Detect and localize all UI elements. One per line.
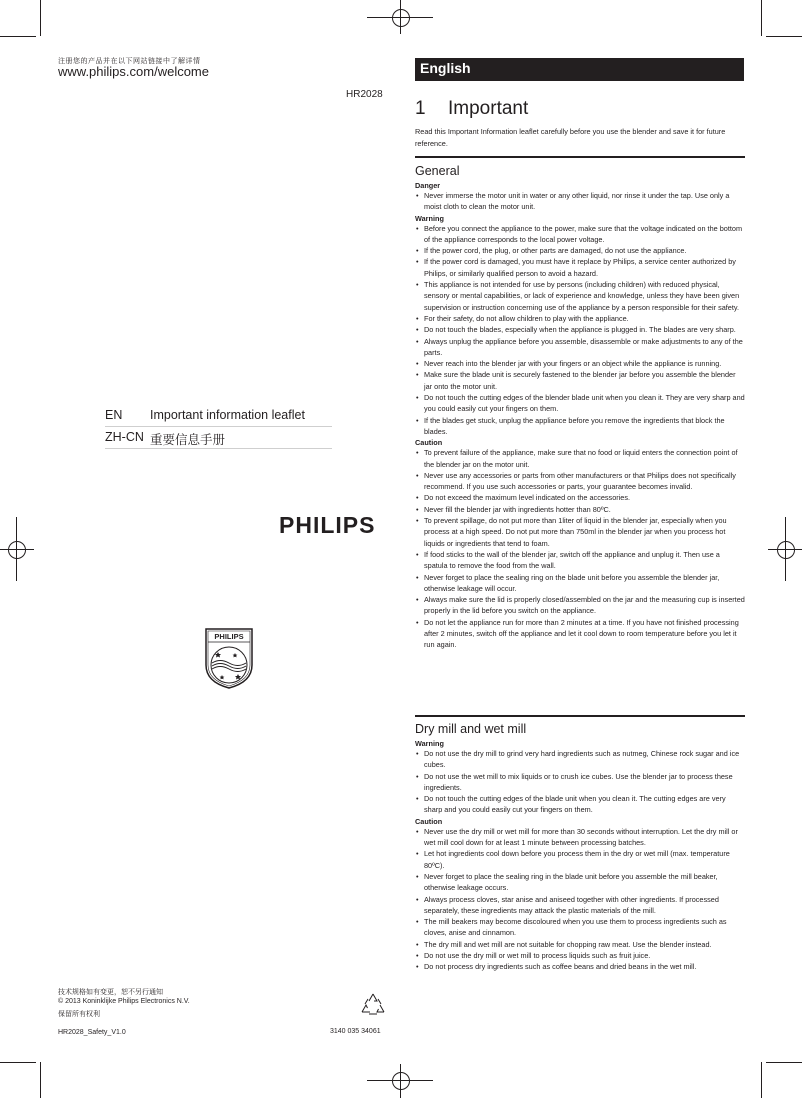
list-item: • To prevent failure of the appliance, make sure that no food or liquid enters the connection point of the blender jar on the motor unit. — [415, 447, 745, 470]
warning-label: Warning — [415, 213, 444, 223]
mill-warning-list — [415, 748, 745, 816]
language-label: English — [420, 60, 471, 76]
list-item: • Always make sure the lid is properly closed/assembled on the jar and the measuring cup is inserted properly in the lid before you switch on the appliance. — [415, 594, 745, 617]
list-item: • Always unplug the appliance before you assemble, disassemble or make adjustments to any of the parts. — [415, 336, 745, 359]
list-item: • Never immerse the motor unit in water or any other liquid, nor rinse it under the tap. Use only a moist cloth to clean the motor unit. — [415, 190, 745, 213]
caution-label: Caution — [415, 816, 443, 826]
caution-list — [415, 447, 745, 650]
list-item: • Let hot ingredients cool down before you process them in the dry or wet mill (max. temperature 80ºC). — [415, 848, 745, 871]
language-code: EN — [105, 408, 123, 422]
language-title: Important information leaflet — [150, 408, 305, 422]
language-code: ZH-CN — [105, 430, 144, 444]
list-item: • Do not use the wet mill to mix liquids or to crush ice cubes. Use the blender jar to process these ingredients. — [415, 771, 745, 794]
welcome-url[interactable]: www.philips.com/welcome — [58, 64, 209, 79]
warning-label: Warning — [415, 739, 444, 748]
list-item: • Do not let the appliance run for more than 2 minutes at a time. If you have not finished processing after 2 minutes, switch off the appliance and let it cool down to room temperature before you let it run again. — [415, 617, 745, 651]
shield-text: PHILIPS — [214, 632, 244, 641]
warning-list — [415, 223, 745, 438]
language-bar — [415, 58, 744, 81]
list-item: • Do not use the dry mill to grind very hard ingredients such as nutmeg, Chinese rock sugar and ice cubes. — [415, 748, 745, 771]
cn-welcome-text: 注册您的产品并在以下网站链接中了解详情 — [58, 58, 201, 65]
list-item: • Before you connect the appliance to the power, make sure that the voltage indicated on the bottom of the appliance corresponds to the local power voltage. — [415, 223, 745, 246]
list-item: • The mill beakers may become discoloured when you use them to process ingredients such as cloves, anise and cinnamon. — [415, 916, 745, 939]
list-item: • The dry mill and wet mill are not suitable for chopping raw meat. Use the blender instead. — [415, 939, 745, 950]
general-section — [415, 164, 745, 651]
danger-label: Danger — [415, 181, 441, 190]
list-item: • If the blades get stuck, unplug the appliance before you remove the ingredients that block the blades. — [415, 415, 745, 438]
list-item: • Do not process dry ingredients such as coffee beans and dried beans in the wet mill. — [415, 961, 745, 972]
list-item: • Do not touch the blades, especially when the appliance is plugged in. The blades are very sharp. — [415, 324, 745, 335]
language-title: 重要信息手册 — [150, 432, 226, 447]
cn-spec-notice: 技术规格如有变更，恕不另行通知 — [58, 989, 163, 996]
copyright: © 2013 Koninklijke Philips Electronics N.V. — [58, 998, 190, 1005]
list-item: • If food sticks to the wall of the blender jar, switch off the appliance and unplug it. Then use a spatula to remove the food from the wall. — [415, 549, 745, 572]
cn-rights: 保留所有权利 — [58, 1011, 100, 1018]
list-item: • Make sure the blade unit is securely fastened to the blender jar before you assemble the blender jar onto the motor unit. — [415, 369, 745, 392]
list-item: • Do not exceed the maximum level indicated on the accessories. — [415, 492, 745, 503]
list-item: • Never forget to place the sealing ring in the blade unit before you assemble the mill beaker, otherwise leakage occurs. — [415, 871, 745, 894]
recycle-icon — [360, 992, 386, 1021]
list-item: • Do not touch the cutting edges of the blender blade unit when you clean it. They are very sharp and you could easily cut your fingers on them. — [415, 392, 745, 415]
list-item: • Never use any accessories or parts from other manufacturers or that Philips does not specifically recommend. If you use such accessories or parts, your guarantee becomes invalid. — [415, 470, 745, 493]
philips-wordmark: PHILIPS — [279, 512, 376, 538]
mill-caution-list — [415, 826, 745, 973]
section-divider — [415, 715, 745, 717]
list-item: • For their safety, do not allow children to play with the appliance. — [415, 313, 745, 324]
mill-title: Dry mill and wet mill — [415, 722, 527, 736]
section-divider — [415, 156, 745, 158]
list-item: • If the power cord, the plug, or other parts are damaged, do not use the appliance. — [415, 245, 745, 256]
list-item: • Never fill the blender jar with ingredients hotter than 80ºC. — [415, 504, 745, 515]
general-title: General — [415, 164, 460, 178]
document-id: HR2028_Safety_V1.0 — [58, 1029, 126, 1036]
list-item: • Never use the dry mill or wet mill for more than 30 seconds without interruption. Let the dry mill or wet mill cool down for at least 1 minute between processing batches. — [415, 826, 745, 849]
section-heading — [415, 98, 528, 120]
list-item: • Do not use the dry mill or wet mill to process liquids such as fruit juice. — [415, 950, 745, 961]
code-number: 3140 035 34061 — [330, 1028, 381, 1035]
list-item: • Never reach into the blender jar with your fingers or an object while the appliance is running. — [415, 358, 745, 369]
danger-list — [415, 190, 745, 213]
list-item: • This appliance is not intended for use by persons (including children) with reduced physical, sensory or mental capabilities, or lack of experience and knowledge, unless they have been given supervision or instruction concerning use of the appliance by a person responsible for their safety. — [415, 279, 745, 313]
list-item: • Do not touch the cutting edges of the blade unit when you clean it. The cutting edges are very sharp and you could easily cut your fingers on them. — [415, 793, 745, 816]
language-row-en — [105, 406, 332, 427]
list-item: • If the power cord is damaged, you must have it replace by Philips, a service center authorized by Philips, or similarly qualified person to avoid a hazard. — [415, 256, 745, 279]
language-row-zh — [105, 428, 332, 449]
heading-number: 1 — [415, 98, 426, 119]
list-item: • To prevent spillage, do not put more than 1liter of liquid in the blender jar, especially when you process at a high speed. Do not put more than 750ml in the blender jar when you process hot liquids or ingredients that tend to foam. — [415, 515, 745, 549]
list-item: • Never forget to place the sealing ring on the blade unit before you assemble the blender jar, otherwise leakage will occur. — [415, 572, 745, 595]
mill-section — [415, 722, 745, 973]
heading-title: Important — [448, 98, 529, 119]
intro-paragraph: Read this Important Information leaflet carefully before you use the blender and save it for future reference. — [415, 127, 726, 148]
caution-label: Caution — [415, 438, 443, 448]
list-item: • Always process cloves, star anise and aniseed together with other ingredients. If processed separately, these ingredients may attack the plastic materials of the mill. — [415, 894, 745, 917]
philips-shield-logo — [204, 627, 254, 694]
model-number: HR2028 — [346, 89, 383, 100]
